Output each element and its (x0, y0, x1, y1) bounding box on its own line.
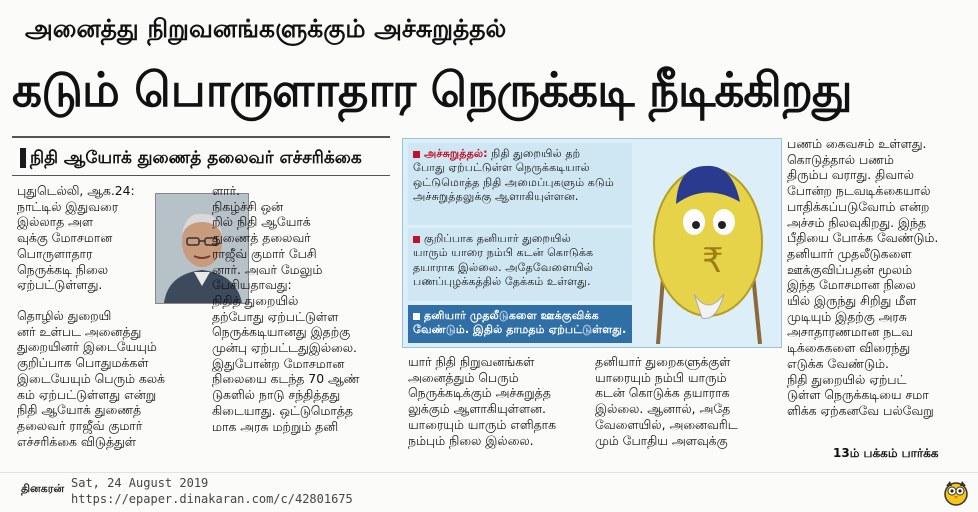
highlight-text: தனியார் முதலீடுகளை ஊக்குவிக்க வேண்டும். இதில் தாமதம் ஏற்பட்டுள்ளது. (413, 309, 627, 337)
footer-url[interactable]: https://epaper.dinakaran.com/c/42801675 (71, 492, 353, 506)
article-column-1-top: புதுடெல்லி, ஆக.24: நாட்டில் இதுவரை இல்லாத அள வுக்கு மோசமான பொருளாதார நெருக்கடி நிலை ஏற்பட்டுள்ளது. (17, 183, 135, 293)
rupee-cartoon-icon (636, 144, 780, 344)
bullet-icon (413, 151, 420, 158)
bullet-icon (413, 236, 420, 243)
headline: கடும் பொருளாதார நெருக்கடி நீடிக்கிறது (12, 63, 852, 118)
highlight-item-2 (408, 228, 632, 301)
section-heading: நிதி ஆயோக் துணைத் தலைவர் எச்சரிக்கை (30, 148, 362, 168)
section-bar (20, 148, 26, 168)
owl-icon[interactable] (943, 478, 969, 506)
continued-note: 13ம் பக்கம் பார்க்க (833, 446, 939, 460)
article-column-1-bottom: தொழில் துறையி னர் உள்பட அனைத்து துறையினர் இடையேயும் குறிப்பாக பொதுமக்கள் இடையேயும் பெரும் கலக் கம் ஏற்பட்டுள்ளது என்று நிதி ஆயோக் துணைத் தலைவர் ராஜீவ் குமார் எச்சரிக்கை விடுத்துள் (17, 308, 165, 449)
divider-rule (12, 175, 390, 176)
article-column-2: ளார். நிகழ்ச்சி ஒன் றில் நிதி ஆயோக் துணைத் தலைவர் ராஜீவ் குமார் பேசி னார். அவர் மேலும் பேசியதாவது: நிதித் துறையில் தற்போது ஏற்பட்டுள்ள நெருக்கடியானது இதற்கு முன்பு ஏற்பட்டதுஇல்லை. இதுபோன்ற மோசமான நிலையை கடந்த 70 ஆண் டுகளில் நாடு சந்தித்தது கிடையாது. ஒட்டுமொத்த மாக அரசு மற்றும் தனி (212, 183, 360, 434)
dinakaran-logo: தினகரன் (21, 482, 65, 495)
highlight-lead: அச்சுறுத்தல்: (424, 147, 488, 160)
article-column-4: தனியார் துறைகளுக்குள் யாரையும் நம்பி யாரும் கடன் கொடுக்க தயாராக இல்லை. ஆனால், அதே வேளையில், அனைவரிட மும் போதிய அளவுக்கு (595, 354, 738, 448)
highlight-text: நிதி துறையில் தற் போது ஏற்பட்டுள்ள நெருக்கடியால் ஒட்டுமொத்த நிதி அமைப்புகளும் கடும் அச்சுறுத்தலுக்கு ஆளாகியுள்ளன. (413, 147, 614, 203)
divider-rule (12, 136, 390, 138)
bullet-icon (413, 313, 420, 320)
highlight-item-1 (408, 143, 632, 225)
highlight-item-3 (408, 305, 632, 343)
highlight-text: குறிப்பாக தனியார் துறையில் யாரும் யாரை நம்பி கடன் கொடுக்க தயாராக இல்லை. அதேவேளையில் பணப்புழக்கத்தில் தேக்கம் உள்ளது. (413, 232, 594, 288)
footer-date: Sat, 24 August 2019 (71, 476, 209, 490)
svg-text:₹: ₹ (702, 241, 724, 281)
article-column-5: பணம் கைவசம் உள்ளது. கொடுத்தால் பணம் திரும்ப வராது. திவால் போன்ற நடவடிக்கையால் பாதிக்கப்படுவோம் என்ற அச்சம் நிலவுகிறது. இந்த பீதியை போக்க வேண்டும். தனியார் முதலீடுகளை ஊக்குவிப்பதன் மூலம் இந்த மோசமான நிலை யில் இருந்து சிறிது மீள முடியும் இதற்கு அரசு அசாதாரணமான நடவ டிக்கைகளை விரைந்து எடுக்க வேண்டும். நிதி துறையில் ஏற்பட் டுள்ள நெருக்கடியை சமா ளிக்க ஏற்கனவே பல்வேறு (787, 136, 939, 418)
article-column-3: யார் நிதி நிறுவனங்கள் அனைத்தும் பெரும் நெருக்கடிக்கும் அச்சுறுத்த லுக்கும் ஆளாகியுள்ளன. யாரையும் யாரும் எளிதாக நம்பும் நிலை இல்லை. (408, 354, 557, 448)
page-top-strip (0, 0, 978, 6)
subheading: அனைத்து நிறுவனங்களுக்கும் அச்சுறுத்தல் (25, 14, 507, 43)
